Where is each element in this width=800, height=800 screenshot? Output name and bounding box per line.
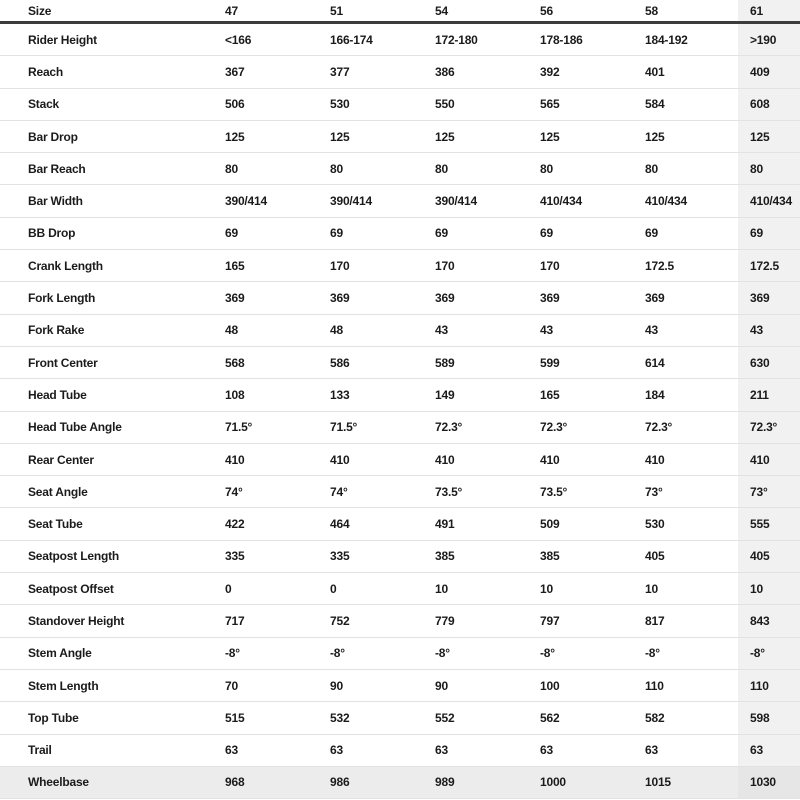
cell-value: 369 xyxy=(213,282,318,314)
cell-value: -8° xyxy=(528,637,633,669)
cell-value: 410/434 xyxy=(633,185,738,217)
cell-value: 170 xyxy=(528,250,633,282)
cell-value: 72.3° xyxy=(738,411,800,443)
row-label: Stem Length xyxy=(0,669,213,701)
cell-value: 599 xyxy=(528,346,633,378)
cell-value: 530 xyxy=(633,508,738,540)
cell-value: 48 xyxy=(318,314,423,346)
table-row xyxy=(0,443,800,475)
row-label: Fork Length xyxy=(0,282,213,314)
cell-value: 0 xyxy=(213,573,318,605)
cell-value: -8° xyxy=(423,637,528,669)
header-row xyxy=(0,0,800,23)
cell-value: 401 xyxy=(633,56,738,88)
cell-value: 369 xyxy=(318,282,423,314)
cell-value: 390/414 xyxy=(213,185,318,217)
cell-value: 125 xyxy=(633,120,738,152)
cell-value: 211 xyxy=(738,379,800,411)
cell-value: 555 xyxy=(738,508,800,540)
row-label: Seatpost Offset xyxy=(0,573,213,605)
row-label: Rider Height xyxy=(0,23,213,56)
cell-value: 422 xyxy=(213,508,318,540)
cell-value: 568 xyxy=(213,346,318,378)
cell-value: 464 xyxy=(318,508,423,540)
cell-value: 80 xyxy=(213,153,318,185)
cell-value: -8° xyxy=(738,637,800,669)
cell-value: 0 xyxy=(318,573,423,605)
table-row xyxy=(0,669,800,701)
cell-value: 178-186 xyxy=(528,23,633,56)
cell-value: 1030 xyxy=(738,766,800,798)
cell-value: 80 xyxy=(423,153,528,185)
cell-value: 565 xyxy=(528,88,633,120)
cell-value: 390/414 xyxy=(318,185,423,217)
cell-value: 184 xyxy=(633,379,738,411)
cell-value: 170 xyxy=(318,250,423,282)
cell-value: 968 xyxy=(213,766,318,798)
cell-value: 90 xyxy=(318,669,423,701)
cell-value: 125 xyxy=(423,120,528,152)
table-row xyxy=(0,476,800,508)
cell-value: 69 xyxy=(423,217,528,249)
table-row xyxy=(0,540,800,572)
row-label: Bar Drop xyxy=(0,120,213,152)
cell-value: 509 xyxy=(528,508,633,540)
cell-value: 550 xyxy=(423,88,528,120)
row-label: Front Center xyxy=(0,346,213,378)
cell-value: 63 xyxy=(633,734,738,766)
cell-value: 165 xyxy=(213,250,318,282)
cell-value: >190 xyxy=(738,23,800,56)
cell-value: 584 xyxy=(633,88,738,120)
cell-value: 43 xyxy=(528,314,633,346)
size-column-header: 54 xyxy=(423,0,528,23)
cell-value: 63 xyxy=(738,734,800,766)
table-row xyxy=(0,120,800,152)
size-header-label: Size xyxy=(0,0,213,23)
cell-value: 74° xyxy=(318,476,423,508)
cell-value: 410/434 xyxy=(738,185,800,217)
cell-value: 491 xyxy=(423,508,528,540)
cell-value: 367 xyxy=(213,56,318,88)
cell-value: 90 xyxy=(423,669,528,701)
cell-value: 386 xyxy=(423,56,528,88)
row-label: Wheelbase xyxy=(0,766,213,798)
cell-value: 72.3° xyxy=(423,411,528,443)
row-label: Stack xyxy=(0,88,213,120)
cell-value: 71.5° xyxy=(318,411,423,443)
table-row xyxy=(0,250,800,282)
cell-value: 335 xyxy=(318,540,423,572)
cell-value: 986 xyxy=(318,766,423,798)
cell-value: 385 xyxy=(528,540,633,572)
cell-value: 43 xyxy=(423,314,528,346)
cell-value: 843 xyxy=(738,605,800,637)
cell-value: 797 xyxy=(528,605,633,637)
cell-value: 405 xyxy=(633,540,738,572)
cell-value: 515 xyxy=(213,702,318,734)
table-row xyxy=(0,379,800,411)
cell-value: 69 xyxy=(738,217,800,249)
cell-value: 125 xyxy=(738,120,800,152)
cell-value: 100 xyxy=(528,669,633,701)
cell-value: 133 xyxy=(318,379,423,411)
table-row xyxy=(0,346,800,378)
row-label: Seatpost Length xyxy=(0,540,213,572)
table-row xyxy=(0,217,800,249)
row-label: Stem Angle xyxy=(0,637,213,669)
row-label: Rear Center xyxy=(0,443,213,475)
table-row xyxy=(0,88,800,120)
cell-value: 125 xyxy=(318,120,423,152)
cell-value: 110 xyxy=(738,669,800,701)
size-column-header: 56 xyxy=(528,0,633,23)
cell-value: 582 xyxy=(633,702,738,734)
cell-value: 69 xyxy=(318,217,423,249)
cell-value: 369 xyxy=(528,282,633,314)
size-column-header: 58 xyxy=(633,0,738,23)
cell-value: 108 xyxy=(213,379,318,411)
table-row xyxy=(0,637,800,669)
cell-value: 589 xyxy=(423,346,528,378)
cell-value: 598 xyxy=(738,702,800,734)
cell-value: 377 xyxy=(318,56,423,88)
cell-value: 80 xyxy=(318,153,423,185)
cell-value: <166 xyxy=(213,23,318,56)
table-row xyxy=(0,605,800,637)
table-row xyxy=(0,314,800,346)
cell-value: 630 xyxy=(738,346,800,378)
cell-value: 390/414 xyxy=(423,185,528,217)
cell-value: 608 xyxy=(738,88,800,120)
row-label: Top Tube xyxy=(0,702,213,734)
cell-value: 172.5 xyxy=(738,250,800,282)
cell-value: 63 xyxy=(528,734,633,766)
table-row xyxy=(0,282,800,314)
table-row xyxy=(0,734,800,766)
row-label: Fork Rake xyxy=(0,314,213,346)
cell-value: 410 xyxy=(213,443,318,475)
cell-value: 562 xyxy=(528,702,633,734)
cell-value: 80 xyxy=(528,153,633,185)
cell-value: 506 xyxy=(213,88,318,120)
cell-value: 69 xyxy=(213,217,318,249)
cell-value: 110 xyxy=(633,669,738,701)
cell-value: 752 xyxy=(318,605,423,637)
row-label: Bar Reach xyxy=(0,153,213,185)
cell-value: 125 xyxy=(213,120,318,152)
cell-value: 172-180 xyxy=(423,23,528,56)
cell-value: -8° xyxy=(633,637,738,669)
table-row xyxy=(0,185,800,217)
cell-value: 63 xyxy=(213,734,318,766)
cell-value: 43 xyxy=(633,314,738,346)
row-label: Seat Angle xyxy=(0,476,213,508)
cell-value: 72.3° xyxy=(528,411,633,443)
size-column-header: 61 xyxy=(738,0,800,23)
cell-value: 410 xyxy=(423,443,528,475)
cell-value: 392 xyxy=(528,56,633,88)
cell-value: 63 xyxy=(318,734,423,766)
row-label: BB Drop xyxy=(0,217,213,249)
cell-value: 369 xyxy=(633,282,738,314)
row-label: Crank Length xyxy=(0,250,213,282)
cell-value: 410 xyxy=(633,443,738,475)
cell-value: 369 xyxy=(738,282,800,314)
size-column-header: 47 xyxy=(213,0,318,23)
table-row xyxy=(0,766,800,798)
table-row xyxy=(0,508,800,540)
geometry-table-body xyxy=(0,23,800,799)
table-row xyxy=(0,411,800,443)
cell-value: 166-174 xyxy=(318,23,423,56)
cell-value: 74° xyxy=(213,476,318,508)
cell-value: 63 xyxy=(423,734,528,766)
cell-value: 170 xyxy=(423,250,528,282)
cell-value: 410 xyxy=(318,443,423,475)
row-label: Reach xyxy=(0,56,213,88)
cell-value: 125 xyxy=(528,120,633,152)
cell-value: 817 xyxy=(633,605,738,637)
cell-value: 69 xyxy=(528,217,633,249)
row-label: Bar Width xyxy=(0,185,213,217)
size-column-header: 51 xyxy=(318,0,423,23)
cell-value: 586 xyxy=(318,346,423,378)
cell-value: 532 xyxy=(318,702,423,734)
cell-value: 779 xyxy=(423,605,528,637)
cell-value: 410/434 xyxy=(528,185,633,217)
cell-value: 369 xyxy=(423,282,528,314)
cell-value: 989 xyxy=(423,766,528,798)
row-label: Trail xyxy=(0,734,213,766)
table-row xyxy=(0,702,800,734)
cell-value: 385 xyxy=(423,540,528,572)
cell-value: 73° xyxy=(633,476,738,508)
cell-value: 530 xyxy=(318,88,423,120)
cell-value: 717 xyxy=(213,605,318,637)
cell-value: 1000 xyxy=(528,766,633,798)
cell-value: -8° xyxy=(318,637,423,669)
cell-value: 73.5° xyxy=(528,476,633,508)
cell-value: 70 xyxy=(213,669,318,701)
cell-value: 410 xyxy=(738,443,800,475)
table-row xyxy=(0,56,800,88)
cell-value: 165 xyxy=(528,379,633,411)
row-label: Head Tube xyxy=(0,379,213,411)
cell-value: 72.3° xyxy=(633,411,738,443)
cell-value: 184-192 xyxy=(633,23,738,56)
cell-value: 69 xyxy=(633,217,738,249)
cell-value: 80 xyxy=(738,153,800,185)
row-label: Standover Height xyxy=(0,605,213,637)
row-label: Seat Tube xyxy=(0,508,213,540)
cell-value: 172.5 xyxy=(633,250,738,282)
cell-value: 10 xyxy=(528,573,633,605)
table-row xyxy=(0,573,800,605)
cell-value: 405 xyxy=(738,540,800,572)
cell-value: 335 xyxy=(213,540,318,572)
cell-value: 73° xyxy=(738,476,800,508)
cell-value: 73.5° xyxy=(423,476,528,508)
cell-value: 552 xyxy=(423,702,528,734)
cell-value: 10 xyxy=(738,573,800,605)
cell-value: 1015 xyxy=(633,766,738,798)
cell-value: 10 xyxy=(633,573,738,605)
cell-value: 48 xyxy=(213,314,318,346)
table-row xyxy=(0,23,800,56)
cell-value: 149 xyxy=(423,379,528,411)
cell-value: 71.5° xyxy=(213,411,318,443)
row-label: Head Tube Angle xyxy=(0,411,213,443)
cell-value: 410 xyxy=(528,443,633,475)
cell-value: 614 xyxy=(633,346,738,378)
cell-value: 43 xyxy=(738,314,800,346)
table-row xyxy=(0,153,800,185)
cell-value: 10 xyxy=(423,573,528,605)
cell-value: 80 xyxy=(633,153,738,185)
cell-value: 409 xyxy=(738,56,800,88)
cell-value: -8° xyxy=(213,637,318,669)
